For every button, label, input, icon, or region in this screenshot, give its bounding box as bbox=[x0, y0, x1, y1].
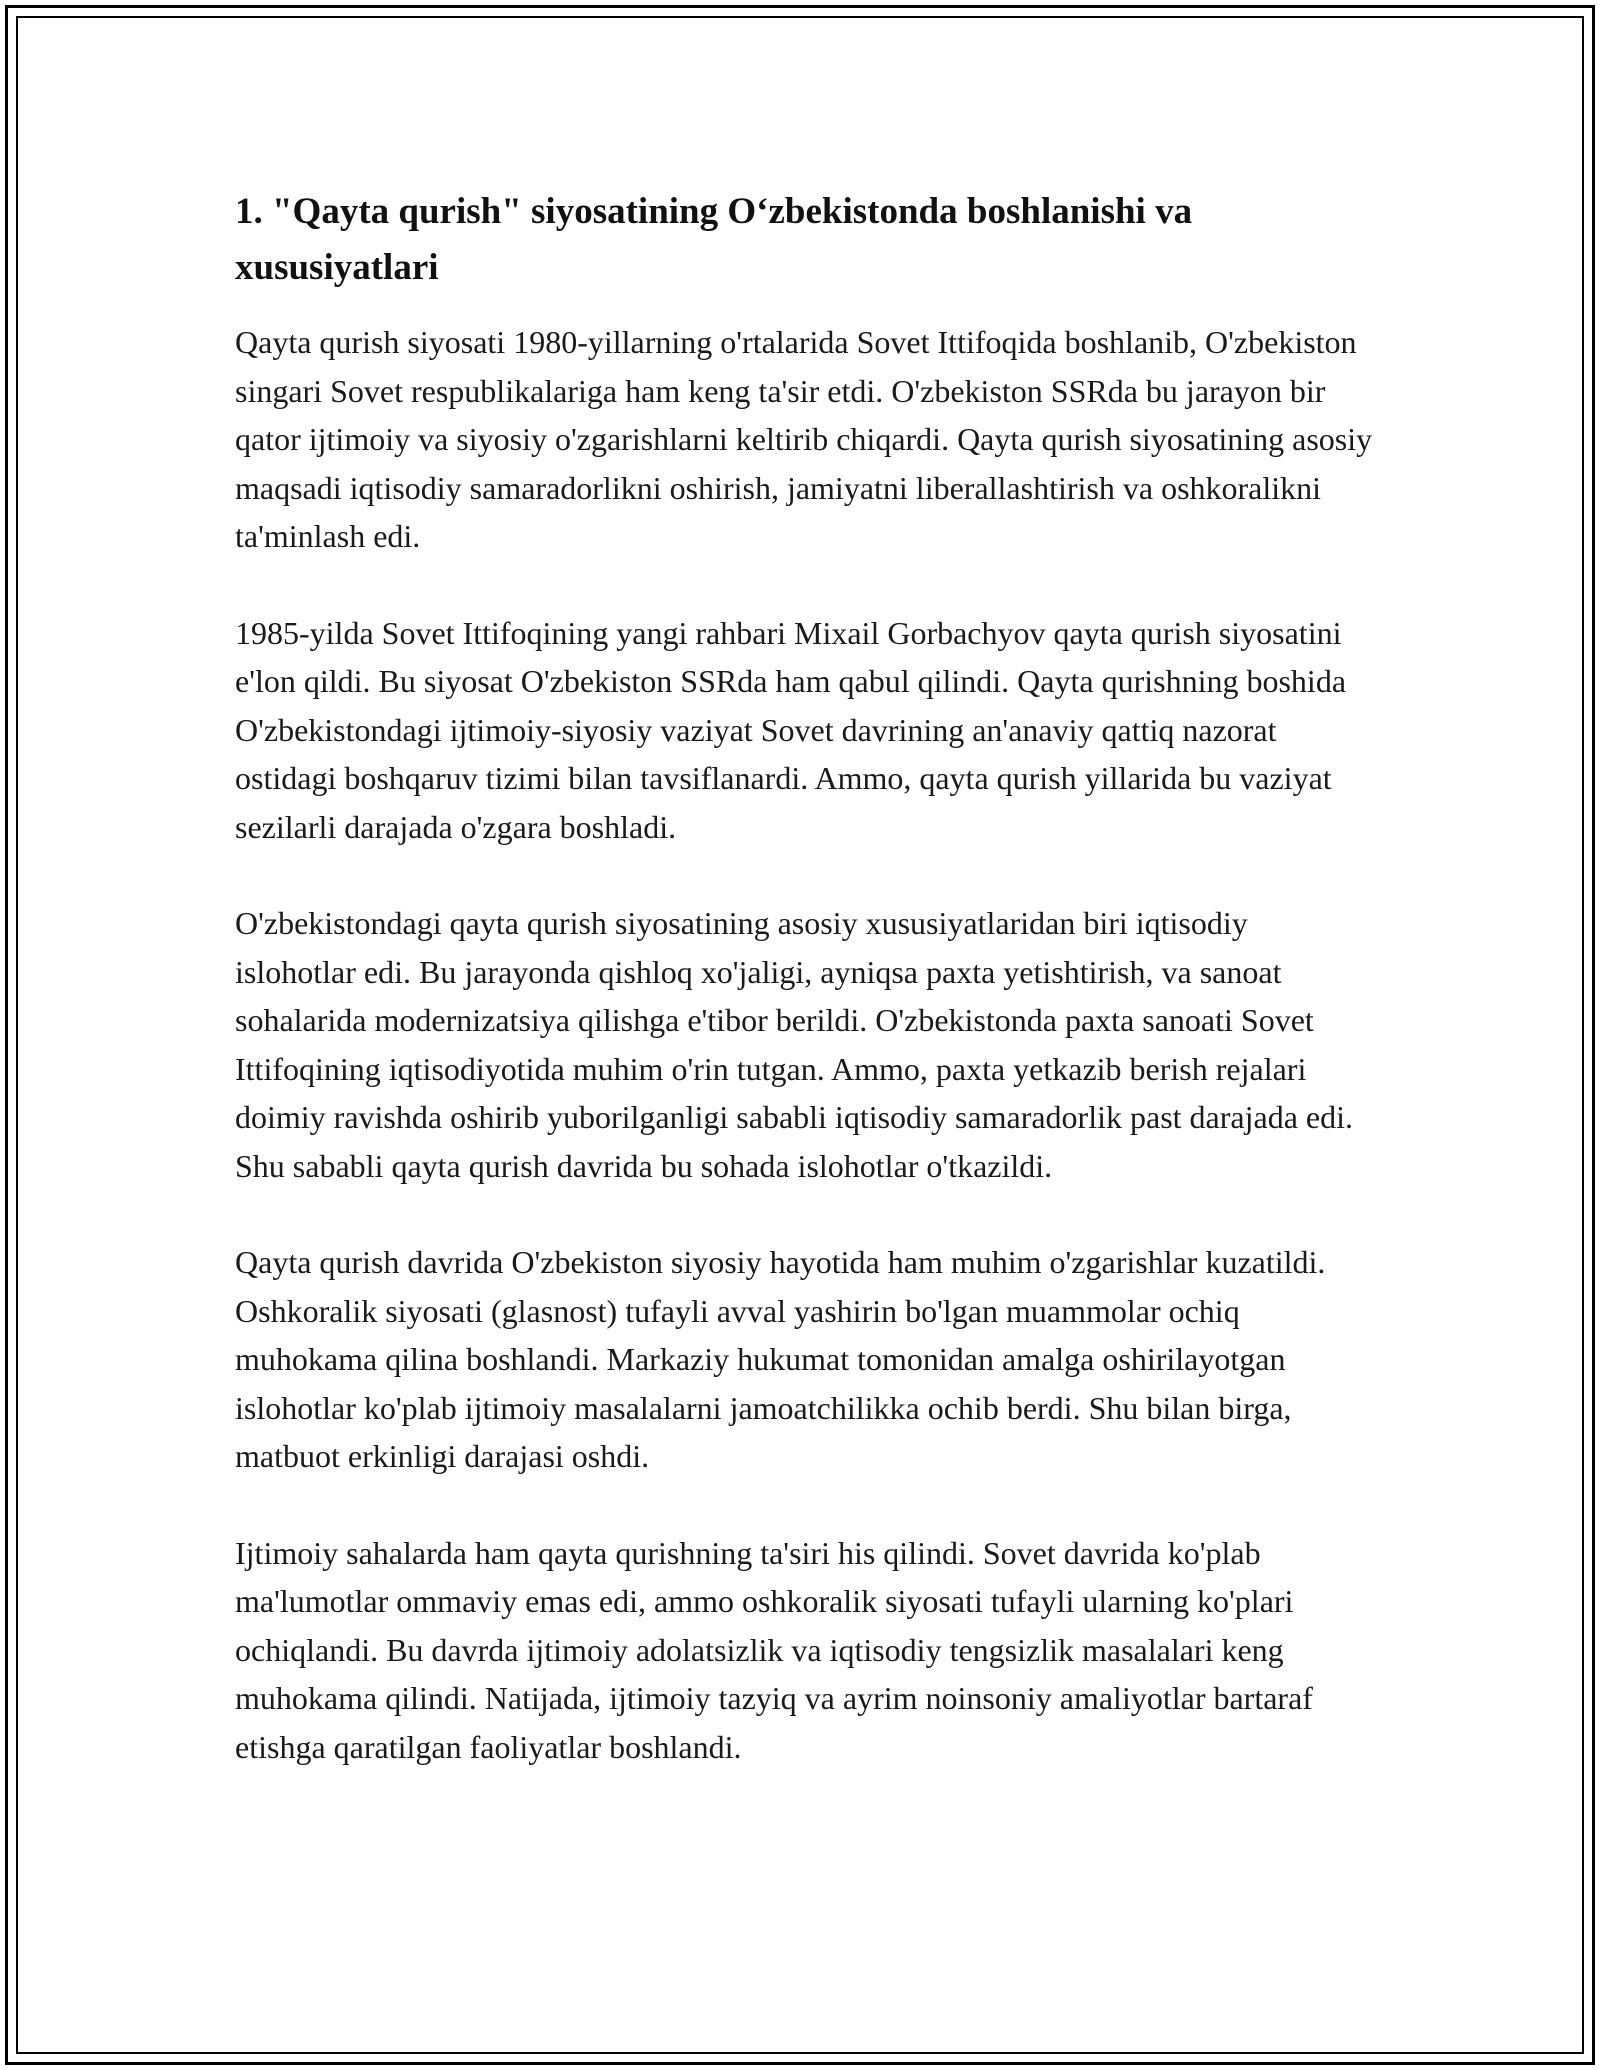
paragraph-5: Ijtimoiy sahalarda ham qayta qurishning ta'siri his qilindi. Sovet davrida ko'plab ma'lumotlar ommaviy emas edi, ammo oshkoralik siyosati tufayli ularning ko'plari ochiqlandi. Bu davrda ijtimoiy adolatsizlik va iqtisodiy tengsizlik masalalari keng muhokama qilindi. Natijada, ijtimoiy tazyiq va ayrim noinsoniy amaliyotlar bartaraf etishga qaratilgan faoliyatlar boshlandi. bbox=[235, 1534, 1313, 1765]
paragraph-2: 1985-yilda Sovet Ittifoqining yangi rahbari Mixail Gorbachyov qayta qurish siyosatini e'lon qildi. Bu siyosat O'zbekiston SSRda ham qabul qilindi. Qayta qurishning boshida O'zbekistondagi ijtimoiy-siyosiy vaziyat Sovet davrining an'anaviy qattiq nazorat ostidagi boshqaruv tizimi bilan tavsiflanardi. Ammo, qayta qurish yillarida bu vaziyat sezilarli darajada o'zgara boshladi. bbox=[235, 614, 1347, 845]
paragraph-1: Qayta qurish siyosati 1980-yillarning o'rtalarida Sovet Ittifoqida boshlanib, O'zbekiston singari Sovet respublikalariga ham keng ta'sir etdi. O'zbekiston SSRda bu jarayon bir qator ijtimoiy va siyosiy o'zgarishlarni keltirib chiqardi. Qayta qurish siyosatining asosiy maqsadi iqtisodiy samaradorlikni oshirish, jamiyatni liberallashtirish va oshkoralikni ta'minlash edi. bbox=[235, 324, 1373, 554]
paragraph-3: O'zbekistondagi qayta qurish siyosatining asosiy xususiyatlaridan biri iqtisodiy islohotlar edi. Bu jarayonda qishloq xo'jaligi, ayniqsa paxta yetishtirish, va sanoat sohalarida modernizatsiya qilishga e'tibor berildi. O'zbekistonda paxta sanoati Sovet Ittifoqining iqtisodiyotida muhim o'rin tutgan. Ammo, paxta yetkazib berish rejalari doimiy ravishda oshirib yuborilganligi sababli iqtisodiy samaradorlik past darajada edi. Shu sababli qayta qurish davrida bu sohada islohotlar o'tkazildi. bbox=[235, 905, 1353, 1184]
document-body bbox=[235, 184, 1375, 1819]
paragraph-4: Qayta qurish davrida O'zbekiston siyosiy hayotida ham muhim o'zgarishlar kuzatildi. Oshkoralik siyosati (glasnost) tufayli avval yashirin bo'lgan muammolar ochiq muhokama qilina boshlandi. Markaziy hukumat tomonidan amalga oshirilayotgan islohotlar ko'plab ijtimoiy masalalarni jamoatchilikka ochib berdi. Shu bilan birga, matbuot erkinligi darajasi oshdi. bbox=[235, 1244, 1326, 1474]
section-title: 1. "Qayta qurish" siyosatining O‘zbekistonda boshlanishi va xususiyatlari bbox=[235, 191, 1193, 288]
